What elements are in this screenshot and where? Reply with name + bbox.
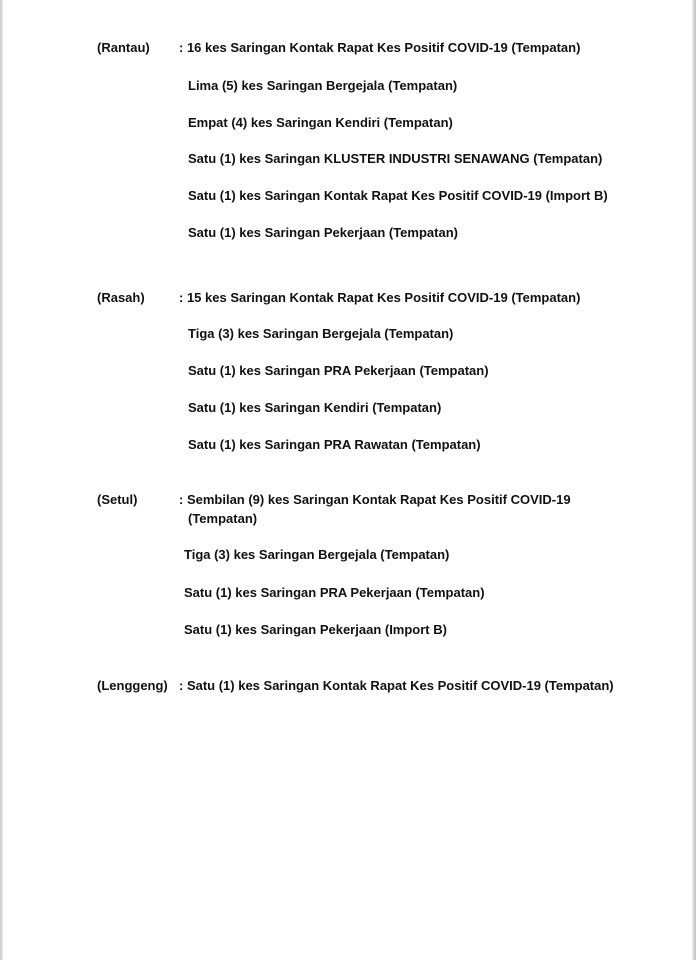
rasah-line-1: : 15 kes Saringan Kontak Rapat Kes Positif COVID-19 (Tempatan)	[179, 290, 581, 305]
rantau-line-4: Satu (1) kes Saringan KLUSTER INDUSTRI SENAWANG (Tempatan)	[188, 151, 603, 166]
page-edge-right	[692, 0, 696, 960]
rantau-line-3: Empat (4) kes Saringan Kendiri (Tempatan)	[188, 115, 453, 130]
lenggeng-line-1: : Satu (1) kes Saringan Kontak Rapat Kes Positif COVID-19 (Tempatan)	[179, 678, 614, 693]
setul-line-4: Satu (1) kes Saringan Pekerjaan (Import B)	[184, 622, 447, 637]
setul-line-1: : Sembilan (9) kes Saringan Kontak Rapat Kes Positif COVID-19	[179, 492, 571, 507]
rasah-line-2: Tiga (3) kes Saringan Bergejala (Tempatan)	[188, 326, 454, 341]
rantau-line-2: Lima (5) kes Saringan Bergejala (Tempatan)	[188, 78, 458, 93]
section-label-rasah: (Rasah)	[97, 290, 145, 305]
rantau-line-6: Satu (1) kes Saringan Pekerjaan (Tempatan)	[188, 225, 458, 240]
rasah-line-5: Satu (1) kes Saringan PRA Rawatan (Tempatan)	[188, 437, 481, 452]
page-edge-left	[0, 0, 3, 960]
rantau-line-5: Satu (1) kes Saringan Kontak Rapat Kes Positif COVID-19 (Import B)	[188, 188, 608, 203]
section-label-rantau: (Rantau)	[97, 40, 150, 55]
rasah-line-3: Satu (1) kes Saringan PRA Pekerjaan (Tempatan)	[188, 363, 489, 378]
section-label-setul: (Setul)	[97, 492, 138, 507]
setul-line-3: Satu (1) kes Saringan PRA Pekerjaan (Tempatan)	[184, 585, 485, 600]
setul-line-2: Tiga (3) kes Saringan Bergejala (Tempatan)	[184, 547, 450, 562]
setul-line-1-cont: (Tempatan)	[188, 511, 258, 526]
section-label-lenggeng: (Lenggeng)	[97, 678, 168, 693]
rasah-line-4: Satu (1) kes Saringan Kendiri (Tempatan)	[188, 400, 442, 415]
rantau-line-1: : 16 kes Saringan Kontak Rapat Kes Positif COVID-19 (Tempatan)	[179, 40, 581, 55]
